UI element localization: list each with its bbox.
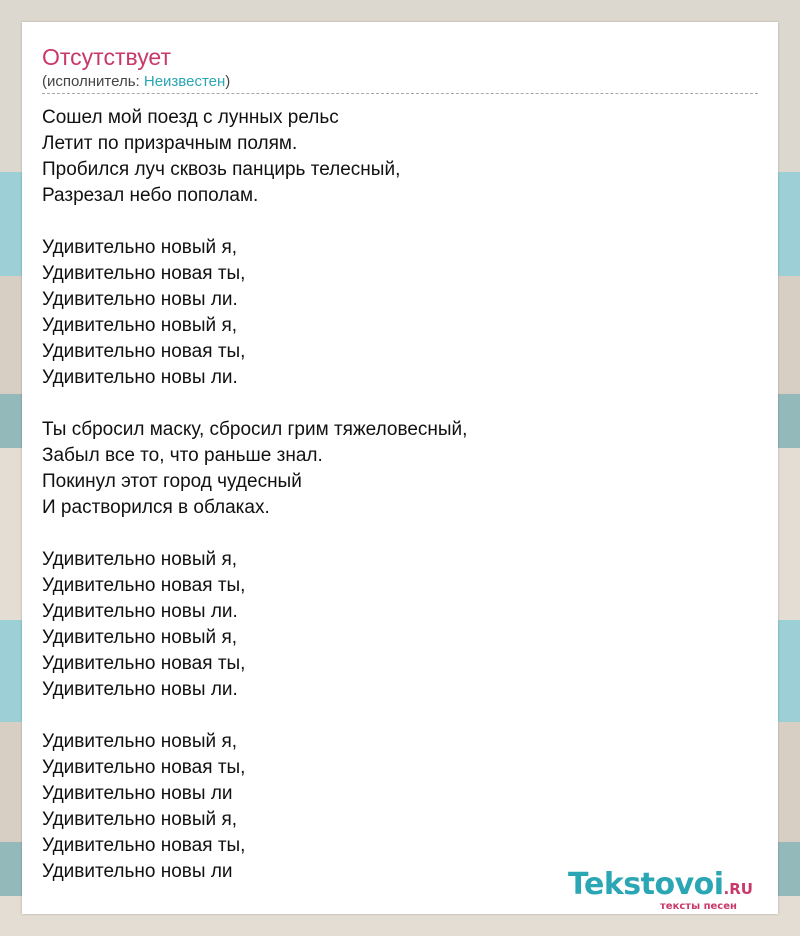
lyric-line: Ты сбросил маску, сбросил грим тяжеловесный,: [42, 419, 468, 440]
lyric-line: Удивительно новый я,: [42, 809, 238, 830]
lyric-line: Удивительно новый я,: [42, 315, 238, 336]
site-logo[interactable]: [568, 867, 778, 913]
lyric-line: Удивительно новы ли.: [42, 679, 238, 700]
lyric-line: Удивительно новы ли.: [42, 289, 238, 310]
lyric-line: Покинул этот город чудесный: [42, 471, 302, 492]
lyric-line: Удивительно новая ты,: [42, 757, 246, 778]
lyric-line: Удивительно новы ли: [42, 783, 233, 804]
logo-tld: .RU: [723, 880, 753, 898]
lyric-line: Удивительно новая ты,: [42, 575, 246, 596]
lyric-line: Удивительно новая ты,: [42, 835, 246, 856]
lyric-line: Удивительно новы ли.: [42, 367, 238, 388]
lyric-line: Удивительно новый я,: [42, 627, 238, 648]
lyric-line: Удивительно новый я,: [42, 731, 238, 752]
lyric-line: Удивительно новы ли.: [42, 601, 238, 622]
lyric-line: Удивительно новый я,: [42, 549, 238, 570]
stanza-gap: [42, 391, 742, 417]
lyric-line: Удивительно новая ты,: [42, 653, 246, 674]
lyric-line: Летит по призрачным полям.: [42, 133, 298, 154]
lyric-line: Удивительно новая ты,: [42, 341, 246, 362]
logo-subtitle: тексты песен: [660, 901, 737, 912]
artist-prefix: (исполнитель:: [42, 73, 144, 90]
lyrics-text: [42, 105, 742, 885]
stanza-gap: [42, 521, 742, 547]
song-title: Отсутствует: [42, 44, 171, 70]
lyric-line: Удивительно новы ли: [42, 861, 233, 882]
lyric-line: Пробился луч сквозь панцирь телесный,: [42, 159, 401, 180]
artist-suffix: ): [225, 73, 231, 90]
stanza-gap: [42, 703, 742, 729]
lyric-line: Забыл все то, что раньше знал.: [42, 445, 323, 466]
lyrics-card: [22, 22, 778, 914]
stanza-gap: [42, 209, 742, 235]
lyric-line: Сошел мой поезд с лунных рельс: [42, 107, 339, 128]
logo-main-text: Tekstovoi: [568, 867, 724, 902]
lyric-line: Разрезал небо пополам.: [42, 185, 259, 206]
lyric-line: И растворился в облаках.: [42, 497, 270, 518]
artist-line: [42, 73, 230, 91]
lyric-line: Удивительно новый я,: [42, 237, 238, 258]
artist-link[interactable]: Неизвестен: [143, 73, 226, 90]
lyric-line: Удивительно новая ты,: [42, 263, 246, 284]
title-divider: [42, 93, 758, 94]
